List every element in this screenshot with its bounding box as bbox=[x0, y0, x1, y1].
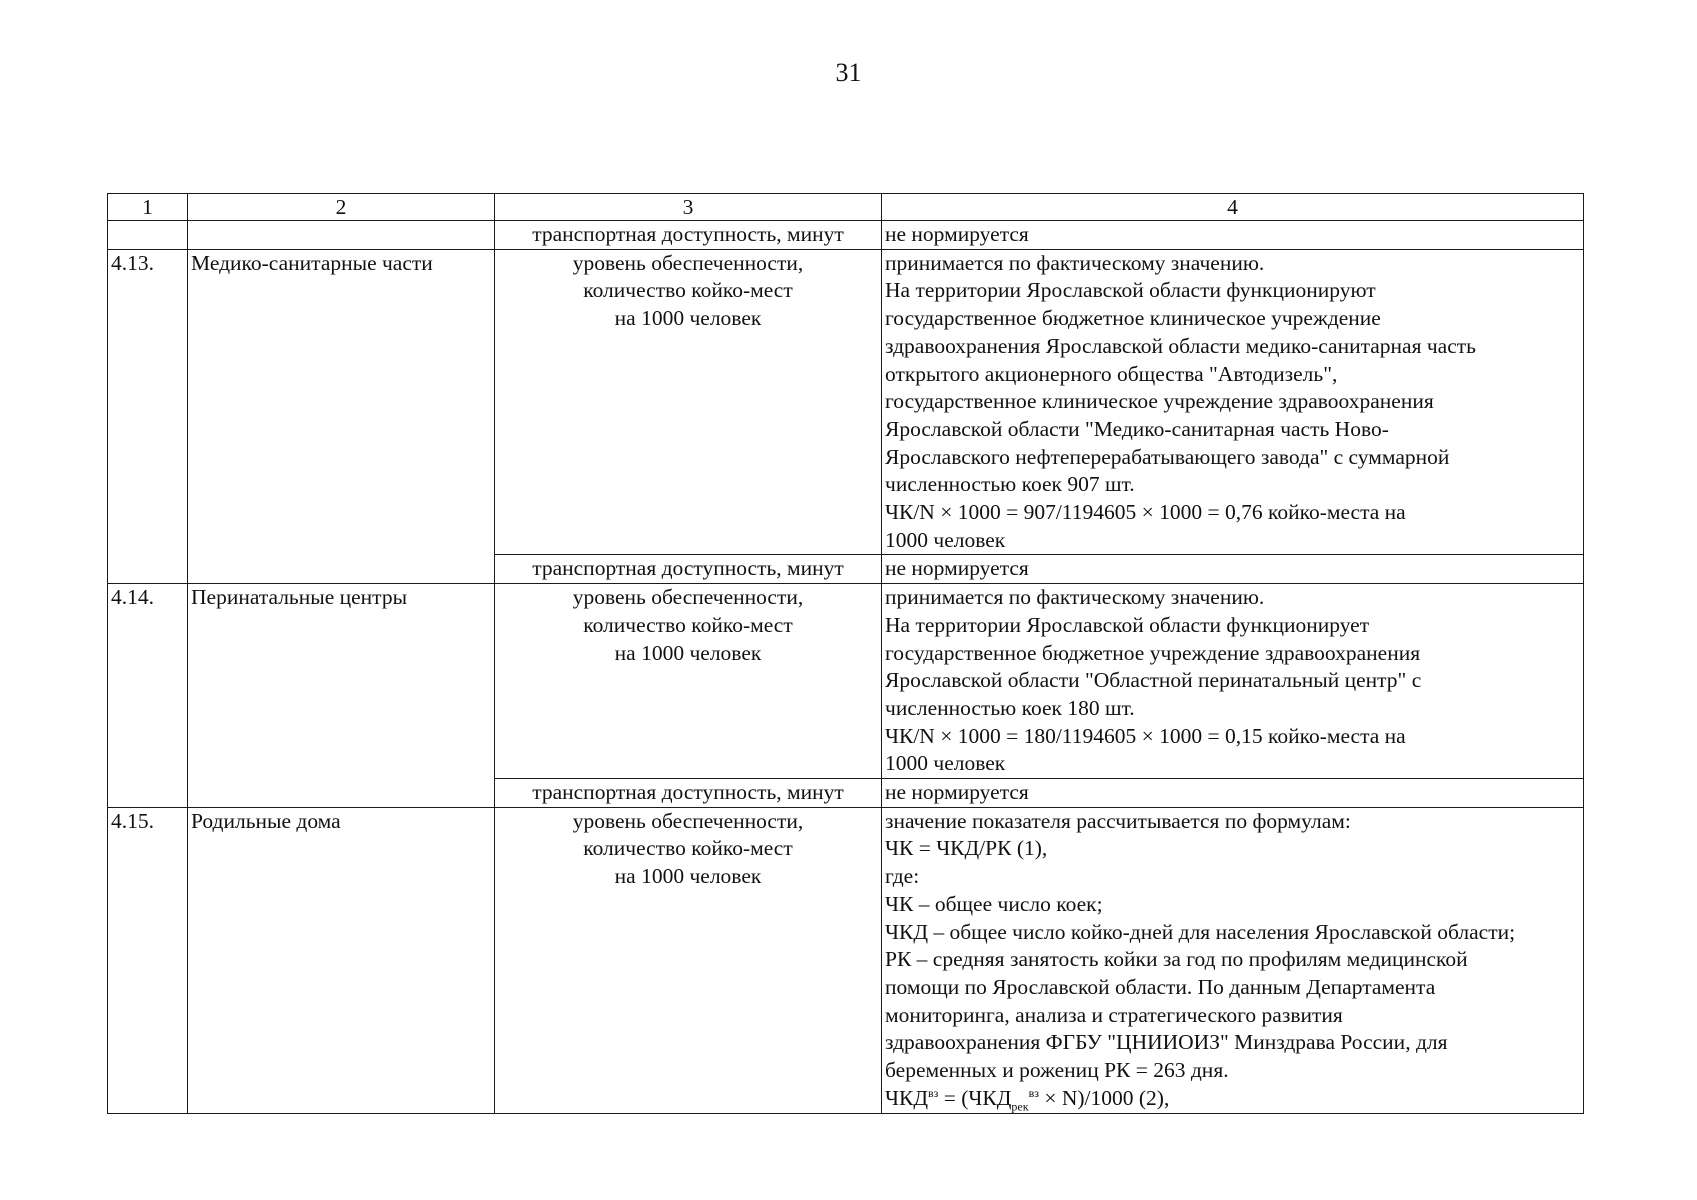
value-line: здравоохранения Ярославской области медико-санитарная часть bbox=[885, 333, 1476, 358]
empty-cell bbox=[188, 221, 495, 250]
value-line: ЧК/N × 1000 = 180/1194605 × 1000 = 0,15 койко-места на bbox=[885, 723, 1406, 748]
norms-table bbox=[107, 193, 1584, 1114]
indicator-line: на 1000 человек bbox=[614, 864, 762, 889]
indicator-line: уровень обеспеченности, bbox=[572, 250, 804, 275]
value-line: На территории Ярославской области функционирует bbox=[885, 612, 1370, 637]
value-line: численностью коек 907 шт. bbox=[885, 472, 1135, 497]
value-cell bbox=[882, 807, 1584, 1113]
value-line: значение показателя рассчитывается по формулам: bbox=[885, 808, 1351, 833]
value-line: здравоохранения ФГБУ "ЦНИИОИЗ" Минздрава России, для bbox=[885, 1030, 1448, 1055]
value-line: На территории Ярославской области функционируют bbox=[885, 278, 1376, 303]
value-line: ЧК/N × 1000 = 907/1194605 × 1000 = 0,76 койко-места на bbox=[885, 500, 1406, 525]
value-line: помощи по Ярославской области. По данным Департамента bbox=[885, 974, 1436, 999]
indicator-line: количество койко-мест bbox=[583, 612, 793, 637]
formula-part: × N)/1000 (2), bbox=[1038, 1085, 1170, 1110]
indicator-line: уровень обеспеченности, bbox=[572, 808, 804, 833]
header-col-1: 1 bbox=[108, 194, 188, 221]
header-col-3: 3 bbox=[495, 194, 882, 221]
value-line: РК – средняя занятость койки за год по профилям медицинской bbox=[885, 947, 1468, 972]
value-line: Ярославской области "Областной перинатальный центр" с bbox=[885, 668, 1422, 693]
formula-part: = (ЧКД bbox=[938, 1085, 1012, 1110]
row-number: 4.13. bbox=[108, 249, 188, 583]
formula-subscript: рек bbox=[1011, 1099, 1029, 1114]
value-line: принимается по фактическому значению. bbox=[885, 250, 1265, 275]
table-row bbox=[108, 584, 1584, 779]
indicator-cell: транспортная доступность, минут bbox=[495, 555, 882, 584]
header-col-2: 2 bbox=[188, 194, 495, 221]
value-cell: не нормируется bbox=[882, 555, 1584, 584]
page-number: 31 bbox=[835, 58, 862, 87]
indicator-line: количество койко-мест bbox=[583, 278, 793, 303]
indicator-cell bbox=[495, 584, 882, 779]
formula-superscript: вз bbox=[1028, 1085, 1039, 1100]
value-line: открытого акционерного общества "Автодизель", bbox=[885, 361, 1338, 386]
indicator-line: на 1000 человек bbox=[614, 640, 762, 665]
value-line: где: bbox=[885, 864, 920, 889]
indicator-line: количество койко-мест bbox=[583, 836, 793, 861]
indicator-cell bbox=[495, 807, 882, 1113]
table-header-row bbox=[108, 194, 1584, 221]
header-col-4: 4 bbox=[882, 194, 1584, 221]
value-line: 1000 человек bbox=[885, 751, 1006, 776]
facility-name: Медико-санитарные части bbox=[188, 249, 495, 583]
value-line: государственное бюджетное клиническое учреждение bbox=[885, 306, 1381, 331]
value-line: Ярославского нефтеперерабатывающего завода" с суммарной bbox=[885, 444, 1450, 469]
indicator-cell: транспортная доступность, минут bbox=[495, 221, 882, 250]
formula-line bbox=[885, 1085, 1580, 1113]
value-line: численностью коек 180 шт. bbox=[885, 695, 1135, 720]
value-cell bbox=[882, 249, 1584, 555]
indicator-line: уровень обеспеченности, bbox=[572, 585, 804, 610]
row-number: 4.14. bbox=[108, 584, 188, 808]
formula-superscript: вз bbox=[927, 1085, 939, 1100]
row-number: 4.15. bbox=[108, 807, 188, 1113]
value-line: государственное клиническое учреждение здравоохранения bbox=[885, 389, 1434, 414]
indicator-cell bbox=[495, 249, 882, 555]
indicator-line: на 1000 человек bbox=[614, 306, 762, 331]
value-cell: не нормируется bbox=[882, 221, 1584, 250]
facility-name: Родильные дома bbox=[188, 807, 495, 1113]
value-line: мониторинга, анализа и стратегического развития bbox=[885, 1002, 1343, 1027]
value-line: беременных и рожениц РК = 263 дня. bbox=[885, 1058, 1229, 1083]
value-line: ЧКД – общее число койко-дней для населения Ярославской области; bbox=[885, 919, 1516, 944]
value-line: принимается по фактическому значению. bbox=[885, 585, 1265, 610]
value-line: 1000 человек bbox=[885, 527, 1006, 552]
facility-name: Перинатальные центры bbox=[188, 584, 495, 808]
value-cell bbox=[882, 584, 1584, 779]
formula-part: ЧКД bbox=[885, 1085, 928, 1110]
value-cell: не нормируется bbox=[882, 779, 1584, 808]
table-row bbox=[108, 807, 1584, 1113]
table-row bbox=[108, 221, 1584, 250]
value-line: ЧК = ЧКД/РК (1), bbox=[885, 836, 1048, 861]
value-line: ЧК – общее число коек; bbox=[885, 891, 1103, 916]
empty-cell bbox=[108, 221, 188, 250]
table-row bbox=[108, 249, 1584, 555]
value-line: государственное бюджетное учреждение здравоохранения bbox=[885, 640, 1421, 665]
indicator-cell: транспортная доступность, минут bbox=[495, 779, 882, 808]
value-line: Ярославской области "Медико-санитарная часть Ново- bbox=[885, 416, 1389, 441]
